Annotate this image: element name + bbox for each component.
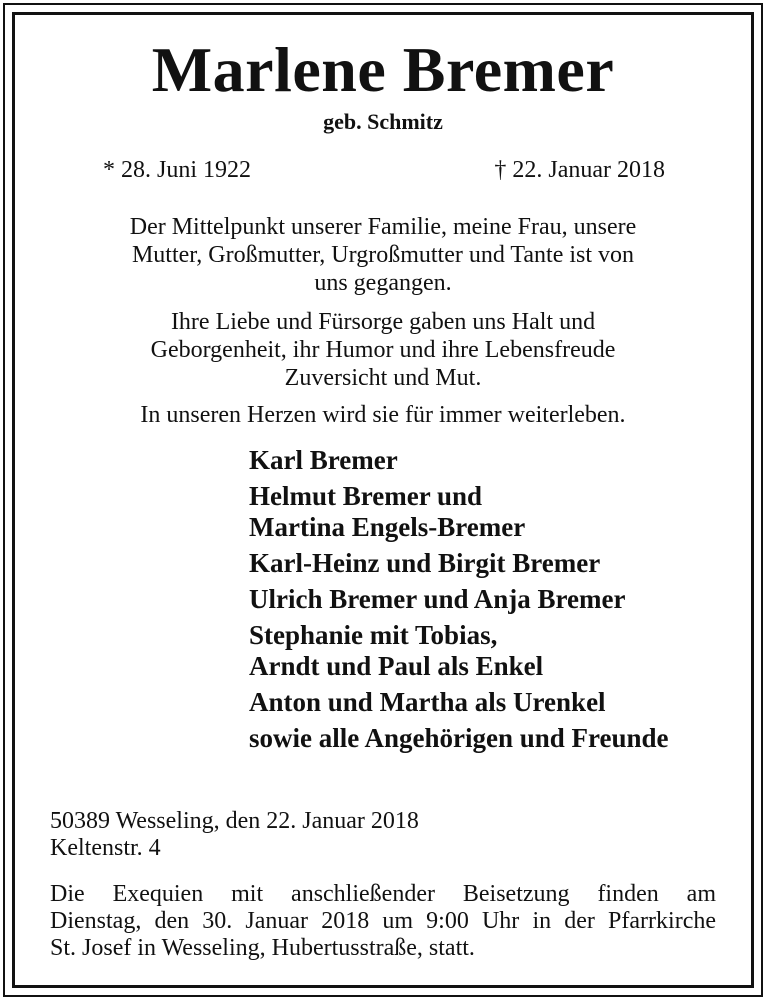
mourner-line: Karl Bremer <box>249 445 398 475</box>
service-line: Dienstag, den 30. Januar 2018 um 9:00 Uhr in der Pfarrkirche <box>50 908 716 934</box>
service-line: St. Josef in Wesseling, Hubertusstraße, statt. <box>50 935 475 961</box>
maiden-name: geb. Schmitz <box>323 109 443 134</box>
mourner-entry <box>249 584 669 615</box>
birth-date: * 28. Juni 1922 <box>103 157 252 183</box>
service-line: Die Exequien mit anschließender Beisetzung finden am <box>50 881 716 907</box>
mourner-line: Karl-Heinz und Birgit Bremer <box>249 548 601 578</box>
deceased-name: Marlene Bremer <box>151 34 615 105</box>
place-and-address <box>50 808 419 862</box>
text-line: Ihre Liebe und Fürsorge gaben uns Halt und <box>170 309 596 335</box>
mourner-line: Martina Engels-Bremer <box>249 512 526 542</box>
street-address: Keltenstr. 4 <box>50 835 161 861</box>
mourner-line: Anton und Martha als Urenkel <box>249 687 606 717</box>
mourners-list <box>249 445 669 759</box>
closing-paragraph <box>90 401 676 429</box>
mourner-entry <box>249 687 669 718</box>
mourner-entry <box>249 620 669 682</box>
text-line: Geborgenheit, ihr Humor und ihre Lebensfreude <box>150 337 616 363</box>
mourner-entry <box>249 548 669 579</box>
mourner-entry <box>249 723 669 754</box>
text-line: uns gegangen. <box>314 270 452 296</box>
text-line: Der Mittelpunkt unserer Familie, meine Frau, unsere <box>129 214 637 240</box>
text-line: Mutter, Großmutter, Urgroßmutter und Tante ist von <box>131 242 635 268</box>
mourner-line: Arndt und Paul als Enkel <box>249 651 544 681</box>
text-line: In unseren Herzen wird sie für immer weiterleben. <box>140 402 626 428</box>
service-notice <box>50 881 716 962</box>
mourner-entry <box>249 445 669 476</box>
mourner-line: sowie alle Angehörigen und Freunde <box>249 723 669 753</box>
tribute-paragraph <box>90 308 676 392</box>
mourner-line: Stephanie mit Tobias, <box>249 620 498 650</box>
place-date: 50389 Wesseling, den 22. Januar 2018 <box>50 808 419 834</box>
text-line: Zuversicht und Mut. <box>284 365 482 391</box>
mourner-line: Helmut Bremer und <box>249 481 482 511</box>
death-date: † 22. Januar 2018 <box>494 157 665 183</box>
mourner-entry <box>249 481 669 543</box>
intro-paragraph <box>90 213 676 297</box>
mourner-line: Ulrich Bremer und Anja Bremer <box>249 584 626 614</box>
